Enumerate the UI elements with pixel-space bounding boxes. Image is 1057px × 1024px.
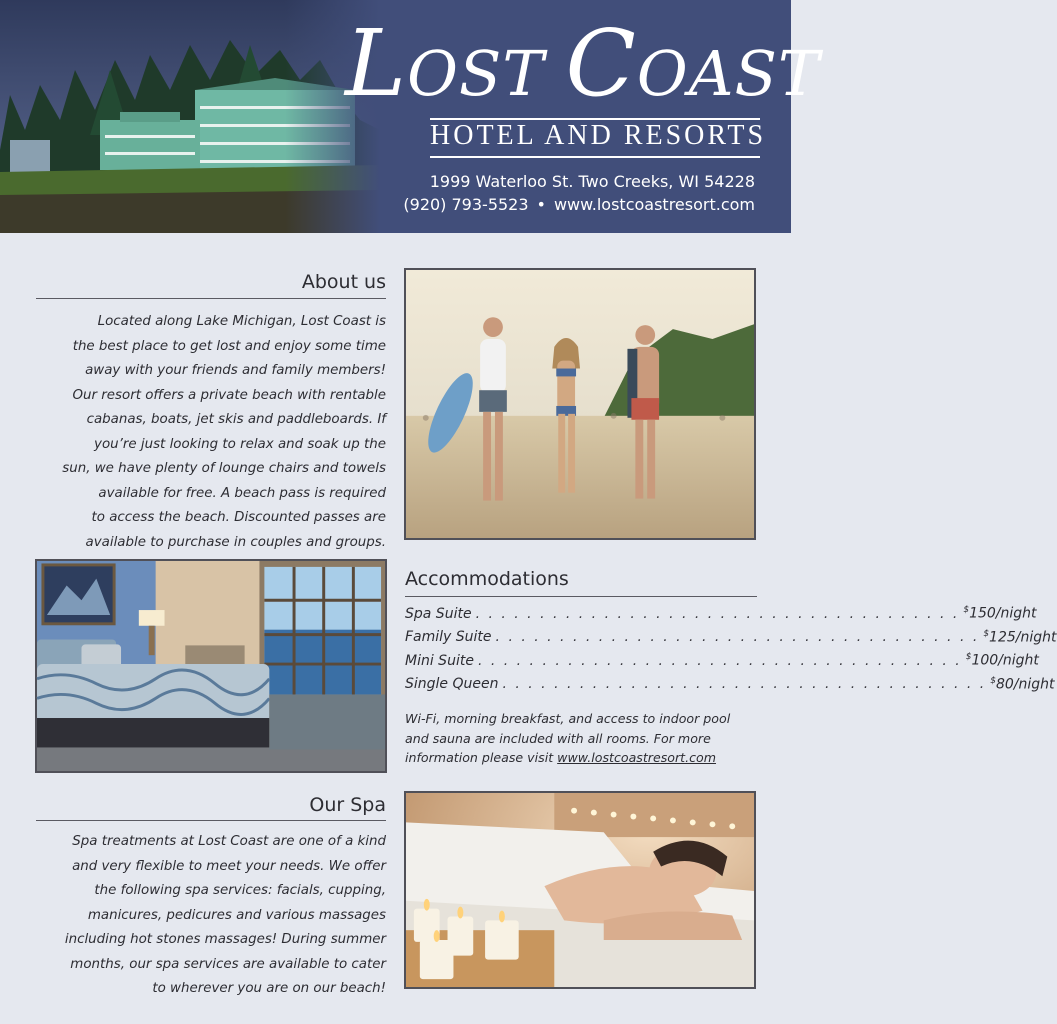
rate-row [405, 605, 1037, 629]
leader-dots: . . . . . . . . . . . . . . . . . . . . . . . . . . . . . . . . . . . . . . [475, 605, 960, 622]
website-link[interactable]: www.lostcoastresort.com [557, 750, 717, 765]
separator-dot: • [536, 195, 546, 214]
about-title: About us [301, 271, 386, 293]
accommodations-rule [405, 596, 757, 597]
about-rule [36, 298, 386, 299]
brand-rule-bottom [430, 156, 760, 158]
brand-cap: C [565, 10, 637, 117]
hotel-room-photo [35, 559, 387, 773]
rate-row [405, 628, 1057, 653]
hotel-photo [0, 0, 380, 233]
rate-row [405, 675, 1055, 700]
beach-photo [404, 268, 756, 540]
rate-price [963, 605, 1036, 622]
about-line: cabanas, boats, jet skis and paddleboards. If [86, 412, 386, 427]
rate-price [983, 629, 1056, 646]
about-line: Our resort offers a private beach with rentable [72, 387, 386, 403]
spa-text [20, 830, 386, 1002]
rate-name: Spa Suite [405, 605, 472, 622]
hotel-address: 1999 Waterloo St. Two Creeks, WI 54228 [429, 172, 755, 191]
spa-line: to wherever you are on our beach! [152, 981, 386, 996]
note-line [405, 748, 765, 768]
about-line: sun, we have plenty of lounge chairs and towels [62, 461, 386, 476]
accommodations-title: Accommodations [405, 568, 569, 590]
currency-symbol: $ [990, 675, 996, 686]
rates-list [405, 605, 1057, 699]
brand-text: OAST [636, 37, 821, 110]
currency-symbol: $ [983, 628, 990, 639]
spa-title: Our Spa [309, 794, 386, 816]
about-line: to access the beach. Discounted passes are [91, 510, 386, 525]
spa-line: Spa treatments at Lost Coast are one of a kind [72, 834, 386, 849]
about-line: available for free. A beach pass is required [98, 485, 386, 501]
brand-subtitle: HOTEL AND RESORTS [430, 120, 767, 151]
rate-amount: 150/night [969, 605, 1037, 622]
hotel-website[interactable]: www.lostcoastresort.com [553, 195, 755, 214]
about-text [20, 310, 386, 555]
spa-photo [404, 791, 756, 989]
brand-text: OST [407, 37, 566, 110]
spa-rule [36, 820, 386, 821]
rate-name: Mini Suite [405, 652, 474, 669]
about-line: away with your friends and family members! [85, 363, 386, 378]
spa-line: manicures, pedicures and various massages [87, 907, 386, 923]
rate-amount: 80/night [995, 676, 1055, 693]
accommodations-note [405, 709, 765, 768]
spa-line: the following spa services: facials, cupping, [94, 883, 386, 898]
brand-cap: L [345, 10, 408, 117]
spa-line: including hot stones massages! During summer [64, 932, 386, 947]
spa-line: months, our spa services are available to cater [70, 956, 386, 972]
leader-dots: . . . . . . . . . . . . . . . . . . . . . . . . . . . . . . . . . . . . . . [477, 652, 962, 669]
note-text: information please visit [405, 750, 554, 765]
leader-dots: . . . . . . . . . . . . . . . . . . . . . . . . . . . . . . . . . . . . . . [495, 629, 980, 646]
about-line: Located along Lake Michigan, Lost Coast is [97, 314, 386, 329]
rate-amount: 125/night [989, 629, 1057, 646]
leader-dots: . . . . . . . . . . . . . . . . . . . . . . . . . . . . . . . . . . . . . . [502, 676, 987, 693]
currency-symbol: $ [963, 605, 970, 615]
page-header [0, 0, 821, 233]
spa-line: and very flexible to meet your needs. We offer [72, 858, 386, 874]
rate-price [966, 652, 1039, 669]
brand-logo-line1 [345, 10, 821, 117]
note-line: Wi-Fi, morning breakfast, and access to indoor pool [405, 711, 731, 726]
hotel-contact [403, 195, 755, 214]
rate-amount: 100/night [971, 652, 1039, 669]
currency-symbol: $ [965, 652, 972, 662]
note-line: and sauna are included with all rooms. For more [405, 730, 711, 746]
about-line: available to purchase in couples and groups. [85, 534, 386, 550]
rate-row [405, 652, 1039, 676]
rate-name: Single Queen [405, 676, 499, 693]
about-line: the best place to get lost and enjoy some time [72, 338, 386, 354]
hotel-phone: (920) 793-5523 [403, 195, 529, 214]
rate-name: Family Suite [405, 629, 492, 646]
about-line: you’re just looking to relax and soak up the [94, 436, 386, 452]
rate-price [990, 676, 1054, 693]
